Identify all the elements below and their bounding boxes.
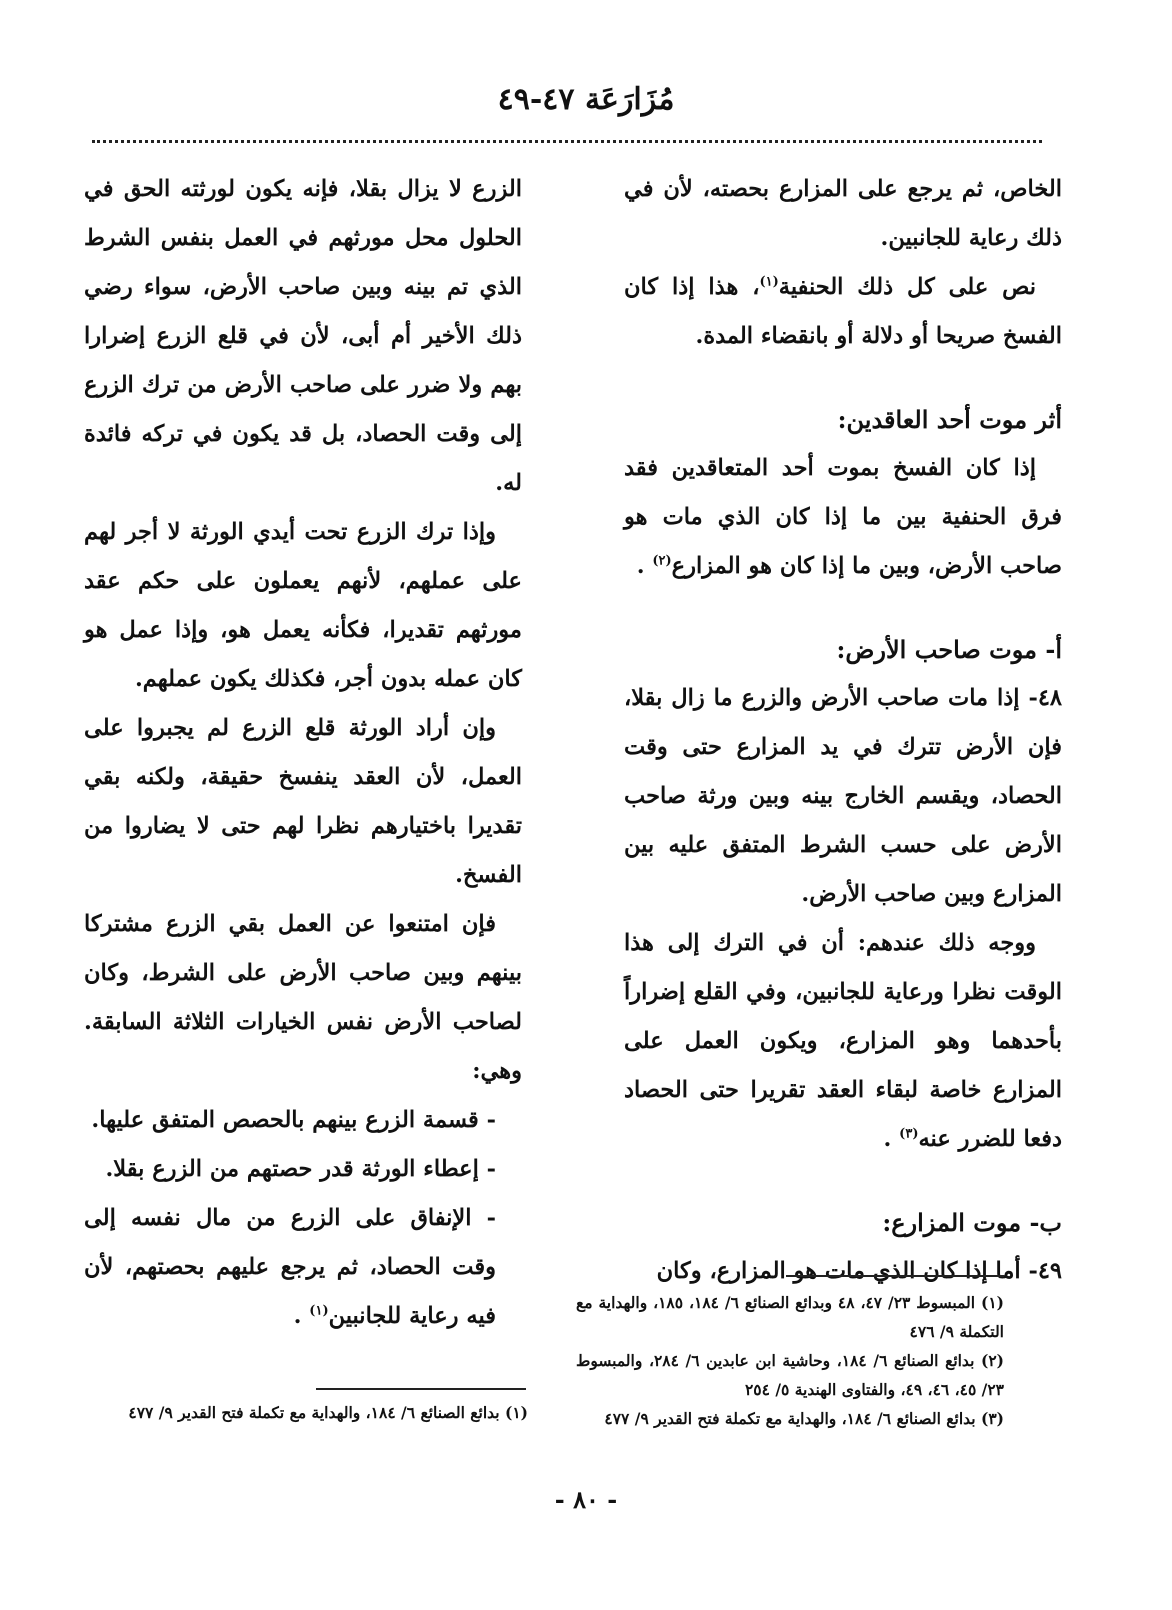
- footnote-ref[interactable]: (١): [759, 274, 779, 290]
- header-dotted-rule: [92, 140, 1042, 143]
- list-item: - قسمة الزرع بينهم بالحصص المتفق عليها.: [91, 1107, 496, 1133]
- left-column: [84, 165, 522, 1341]
- list-item: - إعطاء الورثة قدر حصتهم من الزرع بقلا.: [105, 1156, 496, 1182]
- paragraph-text: .: [883, 1126, 900, 1152]
- paragraph-text: ، هذا إذا كان الفسخ صريحا أو دلالة أو بانقضاء المدة.: [624, 274, 1062, 349]
- footnote-ref[interactable]: (١): [309, 1303, 329, 1319]
- paragraph-text: نص على كل ذلك الحنفية: [778, 274, 1037, 300]
- paragraph-text: .: [636, 553, 653, 579]
- paragraph: [624, 444, 1062, 591]
- footnotes-right: [576, 1288, 1004, 1433]
- footnote-ref[interactable]: (٣): [899, 1126, 919, 1142]
- paragraph-text: إذا كان الفسخ بموت أحد المتعاقدين فقد فرق الحنفية بين ما إذا كان الذي مات هو صاحب الأرض، وبين ما إذا كان هو المزارع: [624, 455, 1062, 579]
- paragraph: وإذا ترك الزرع تحت أيدي الورثة لا أجر لهم على عملهم، لأنهم يعملون على حكم عقد مورثهم تقديرا، فكأنه يعمل هو، وإذا عمل هو كان عمله بدون أجر، فكذلك يكون عملهم.: [84, 519, 522, 692]
- section-heading: أ- موت صاحب الأرض:: [836, 635, 1062, 664]
- section-heading: أثر موت أحد العاقدين:: [837, 405, 1062, 434]
- running-header: مُزَارَعَة ٤٧-٤٩: [497, 82, 675, 117]
- section-heading: ب- موت المزارع:: [882, 1208, 1062, 1237]
- paragraph: [624, 919, 1062, 1164]
- footnotes-left: [88, 1398, 528, 1427]
- footnote: (٣) بدائع الصنائع ٦/ ١٨٤، والهداية مع تكملة فتح القدير ٩/ ٤٧٧: [604, 1409, 1004, 1428]
- paragraph-text: ووجه ذلك عندهم: أن في الترك إلى هذا الوقت نظرا ورعاية للجانبين، وفي القلع إضراراً بأحدهما وهو المزارع، ويكون العمل على المزارع خاصة لبقاء العقد تقريرا حتى الحصاد دفعا للضرر عنه: [624, 930, 1062, 1152]
- paragraph: الخاص، ثم يرجع على المزارع بحصته، لأن في ذلك رعاية للجانبين.: [624, 176, 1062, 251]
- footnote-separator: [786, 1275, 1004, 1277]
- footnote-ref[interactable]: (٢): [652, 553, 672, 569]
- paragraph: فإن امتنعوا عن العمل بقي الزرع مشتركا بينهم وبين صاحب الأرض على الشرط، وكان لصاحب الأرض نفس الخيارات الثلاثة السابقة. وهي:: [84, 911, 522, 1084]
- page-number: - ٨٠ -: [554, 1485, 618, 1514]
- list-item-text: - الإنفاق على الزرع من مال نفسه إلى وقت الحصاد، ثم يرجع عليهم بحصتهم، لأن فيه رعاية للجانبين: [84, 1205, 496, 1329]
- footnote: (١) المبسوط ٢٣/ ٤٧، ٤٨ وبدائع الصنائع ٦/ ١٨٤، ١٨٥، والهداية مع التكملة ٩/ ٤٧٦: [576, 1293, 1005, 1341]
- footnote: (١) بدائع الصنائع ٦/ ١٨٤، والهداية مع تكملة فتح القدير ٩/ ٤٧٧: [128, 1403, 528, 1422]
- paragraph: ٤٩- أما إذا كان الذي مات هو المزارع، وكان: [656, 1258, 1062, 1284]
- list-item-text: .: [293, 1303, 310, 1329]
- right-column: [624, 165, 1062, 1296]
- paragraph: ٤٨- إذا مات صاحب الأرض والزرع ما زال بقلا، فإن الأرض تترك في يد المزارع حتى وقت الحصاد، ويقسم الخارج بينه وبين ورثة صاحب الأرض على حسب الشرط المتفق عليه بين المزارع وبين صاحب الأرض.: [624, 685, 1062, 907]
- paragraph: الزرع لا يزال بقلا، فإنه يكون لورثته الحق في الحلول محل مورثهم في العمل بنفس الشرط الذي تم بينه وبين صاحب الأرض، سواء رضي ذلك الأخير أم أبى، لأن في قلع الزرع إضرارا بهم ولا ضرر على صاحب الأرض من ترك الزرع إلى وقت الحصاد، بل قد يكون في تركه فائدة له.: [84, 176, 522, 496]
- paragraph: [624, 263, 1062, 361]
- list-item: [84, 1194, 522, 1341]
- paragraph: وإن أراد الورثة قلع الزرع لم يجبروا على العمل، لأن العقد ينفسخ حقيقة، ولكنه بقي تقديرا باختيارهم نظرا لهم حتى لا يضاروا من الفسخ.: [84, 715, 522, 888]
- footnote-separator: [316, 1388, 526, 1390]
- footnote: (٢) بدائع الصنائع ٦/ ١٨٤، وحاشية ابن عابدين ٦/ ٢٨٤، والمبسوط ٢٣/ ٤٥، ٤٦، ٤٩، والفتاوى الهندية ٥/ ٢٥٤: [576, 1351, 1005, 1399]
